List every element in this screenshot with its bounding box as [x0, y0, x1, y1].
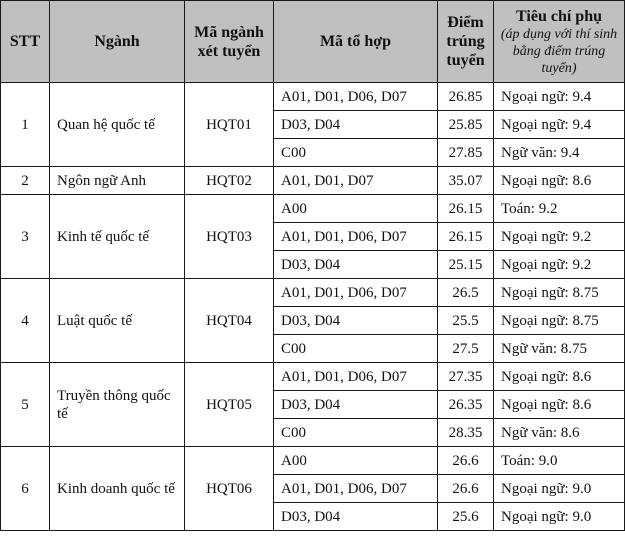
cell-tieu-chi: Ngoại ngữ: 8.75 — [494, 279, 625, 307]
header-tieu-chi-title: Tiêu chí phụ — [516, 7, 602, 25]
cell-diem: 26.15 — [438, 195, 494, 223]
cell-ma-nganh: HQT06 — [185, 447, 274, 531]
cell-diem: 26.5 — [438, 279, 494, 307]
cell-diem: 25.85 — [438, 111, 494, 139]
cell-ma-nganh: HQT03 — [185, 195, 274, 279]
table-row — [1, 279, 625, 307]
cell-tieu-chi: Ngoại ngữ: 9.0 — [494, 475, 625, 503]
cell-stt: 2 — [1, 167, 50, 195]
cell-ma-to-hop: A01, D01, D06, D07 — [274, 279, 438, 307]
cell-tieu-chi: Ngoại ngữ: 9.0 — [494, 503, 625, 531]
cell-diem: 35.07 — [438, 167, 494, 195]
cell-tieu-chi: Toán: 9.2 — [494, 195, 625, 223]
cell-nganh: Ngôn ngữ Anh — [50, 167, 185, 195]
cell-diem: 26.6 — [438, 475, 494, 503]
cell-diem: 28.35 — [438, 419, 494, 447]
table-row — [1, 447, 625, 475]
header-ma-nganh: Mã ngành xét tuyển — [185, 1, 274, 83]
cell-diem: 26.15 — [438, 223, 494, 251]
cell-nganh: Luật quốc tế — [50, 279, 185, 363]
header-tieu-chi-note: (áp dụng với thí sinh bằng điểm trúng tuyển) — [500, 26, 618, 76]
cell-diem: 25.15 — [438, 251, 494, 279]
cell-tieu-chi: Ngoại ngữ: 9.2 — [494, 251, 625, 279]
cell-diem: 27.35 — [438, 363, 494, 391]
cell-nganh: Truyền thông quốc tế — [50, 363, 185, 447]
cell-ma-to-hop: A00 — [274, 447, 438, 475]
cell-tieu-chi: Ngữ văn: 8.6 — [494, 419, 625, 447]
cell-ma-to-hop: D03, D04 — [274, 307, 438, 335]
table-body — [1, 83, 625, 531]
cell-tieu-chi: Ngoại ngữ: 8.6 — [494, 167, 625, 195]
cell-diem: 26.6 — [438, 447, 494, 475]
cell-diem: 25.5 — [438, 307, 494, 335]
cell-ma-to-hop: A01, D01, D06, D07 — [274, 83, 438, 111]
table-row — [1, 363, 625, 391]
cell-ma-to-hop: C00 — [274, 335, 438, 363]
cell-tieu-chi: Toán: 9.0 — [494, 447, 625, 475]
cell-ma-to-hop: A01, D01, D06, D07 — [274, 223, 438, 251]
cell-diem: 27.85 — [438, 139, 494, 167]
cell-ma-to-hop: A01, D01, D06, D07 — [274, 475, 438, 503]
cell-ma-to-hop: C00 — [274, 139, 438, 167]
cell-nganh: Kinh tế quốc tế — [50, 195, 185, 279]
header-tieu-chi — [494, 1, 625, 83]
cell-ma-to-hop: D03, D04 — [274, 391, 438, 419]
cell-tieu-chi: Ngữ văn: 9.4 — [494, 139, 625, 167]
cell-nganh: Kinh doanh quốc tế — [50, 447, 185, 531]
table-header — [1, 1, 625, 83]
cell-stt: 3 — [1, 195, 50, 279]
cell-ma-to-hop: A00 — [274, 195, 438, 223]
cell-stt: 6 — [1, 447, 50, 531]
cell-stt: 5 — [1, 363, 50, 447]
cell-tieu-chi: Ngoại ngữ: 8.75 — [494, 307, 625, 335]
cell-ma-nganh: HQT02 — [185, 167, 274, 195]
table-row — [1, 83, 625, 111]
cell-tieu-chi: Ngoại ngữ: 8.6 — [494, 363, 625, 391]
cell-stt: 4 — [1, 279, 50, 363]
cell-tieu-chi: Ngữ văn: 8.75 — [494, 335, 625, 363]
cell-diem: 27.5 — [438, 335, 494, 363]
cell-stt: 1 — [1, 83, 50, 167]
cell-ma-to-hop: C00 — [274, 419, 438, 447]
cell-diem: 26.35 — [438, 391, 494, 419]
cell-ma-nganh: HQT01 — [185, 83, 274, 167]
table-row — [1, 167, 625, 195]
cell-ma-to-hop: D03, D04 — [274, 111, 438, 139]
cell-diem: 26.85 — [438, 83, 494, 111]
cell-ma-nganh: HQT04 — [185, 279, 274, 363]
cell-diem: 25.6 — [438, 503, 494, 531]
table-row — [1, 195, 625, 223]
cell-tieu-chi: Ngoại ngữ: 9.2 — [494, 223, 625, 251]
cell-ma-to-hop: D03, D04 — [274, 503, 438, 531]
cell-ma-to-hop: D03, D04 — [274, 251, 438, 279]
header-diem: Điểm trúng tuyển — [438, 1, 494, 83]
header-stt: STT — [1, 1, 50, 83]
header-ma-to-hop: Mã tổ hợp — [274, 1, 438, 83]
cell-ma-to-hop: A01, D01, D06, D07 — [274, 363, 438, 391]
cell-tieu-chi: Ngoại ngữ: 8.6 — [494, 391, 625, 419]
cell-ma-to-hop: A01, D01, D07 — [274, 167, 438, 195]
header-nganh: Ngành — [50, 1, 185, 83]
cell-nganh: Quan hệ quốc tế — [50, 83, 185, 167]
cell-tieu-chi: Ngoại ngữ: 9.4 — [494, 83, 625, 111]
cell-tieu-chi: Ngoại ngữ: 9.4 — [494, 111, 625, 139]
cell-ma-nganh: HQT05 — [185, 363, 274, 447]
